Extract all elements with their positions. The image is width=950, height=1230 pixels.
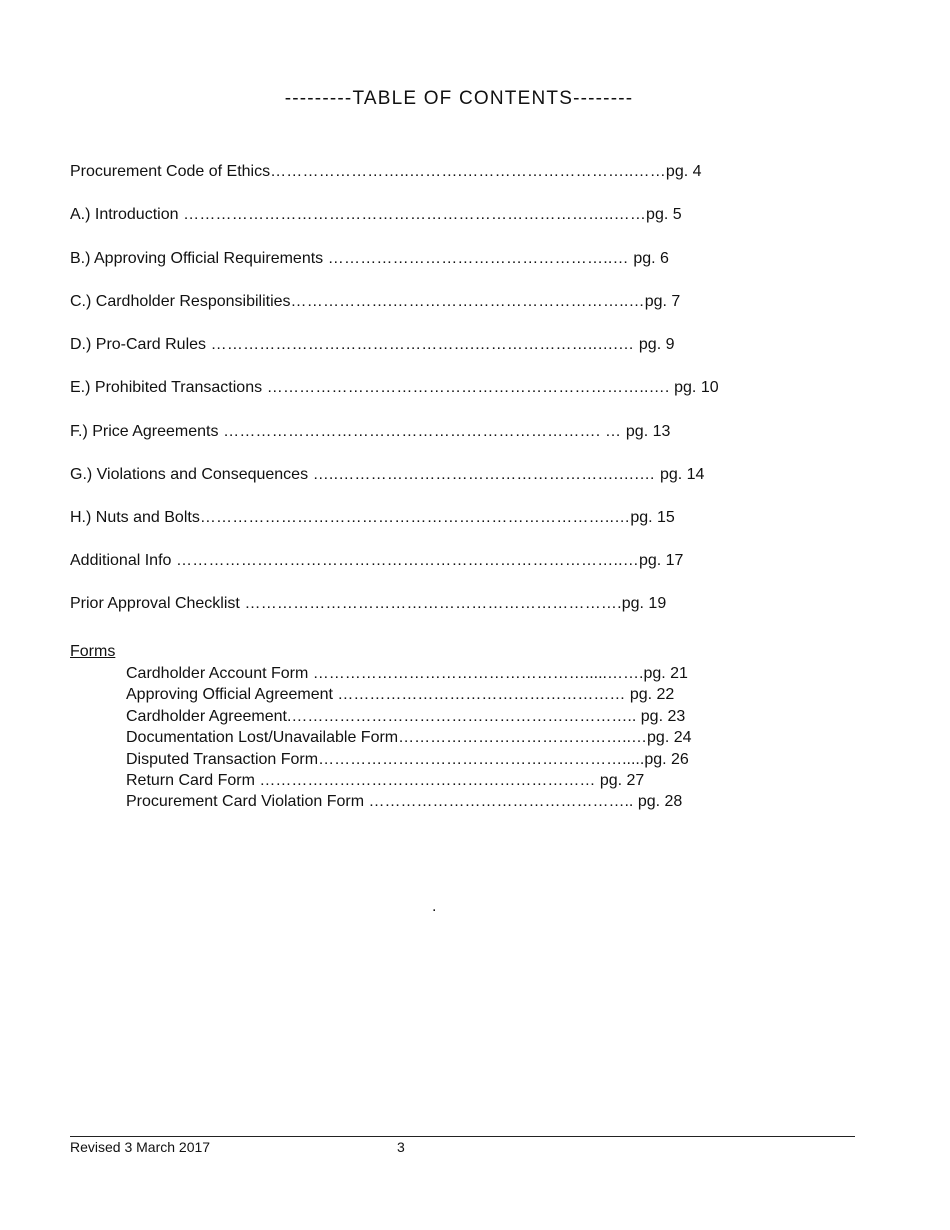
toc-leader-dots: …..…………………………………………….….… bbox=[308, 466, 660, 483]
toc-leader-dots: ………………………………………………………………………..… bbox=[171, 552, 639, 569]
toc-entry-label: B.) Approving Official Requirements bbox=[70, 250, 324, 267]
form-leader-dots: …………………………………………………..... bbox=[318, 751, 645, 768]
form-leader-dots: .……………………………………………………….. bbox=[286, 708, 641, 725]
form-leader-dots: ……………………………………..… bbox=[398, 729, 648, 746]
toc-leader-dots: ……………………………………………………………..…. bbox=[262, 379, 675, 396]
toc-entry-prohibited-transactions[interactable] bbox=[70, 378, 719, 398]
toc-leader-dots: ………………………………………….…………………..….… bbox=[206, 336, 639, 353]
toc-entry-nuts-and-bolts[interactable] bbox=[70, 508, 675, 528]
form-entry-label: Disputed Transaction Form bbox=[126, 751, 319, 768]
toc-leader-dots: ……………………..……….…………………………..…… bbox=[270, 163, 666, 180]
toc-entry-label: D.) Pro-Card Rules bbox=[70, 336, 207, 353]
toc-leader-dots: …………………………………………………………………..… bbox=[199, 509, 631, 526]
form-leader-dots: …………………………………………….....……. bbox=[308, 665, 644, 682]
toc-entry-label: H.) Nuts and Bolts bbox=[70, 509, 200, 526]
toc-title: ---------TABLE OF CONTENTS-------- bbox=[284, 88, 634, 109]
toc-entry-cardholder-responsibilities[interactable] bbox=[70, 292, 680, 312]
toc-page-ref: pg. 19 bbox=[621, 595, 667, 612]
toc-page-ref: pg. 10 bbox=[674, 379, 719, 396]
toc-entry-label: A.) Introduction bbox=[70, 206, 179, 223]
toc-entry-prior-approval-checklist[interactable] bbox=[70, 594, 666, 614]
toc-page-ref: pg. 9 bbox=[638, 336, 675, 353]
form-page-ref: pg. 26 bbox=[644, 751, 689, 768]
toc-entry-code-of-ethics[interactable] bbox=[70, 162, 702, 182]
footer-divider bbox=[70, 1136, 855, 1137]
toc-leader-dots: ……………………………………………………………. bbox=[239, 595, 622, 612]
toc-page-ref: pg. 15 bbox=[630, 509, 675, 526]
form-entry-label: Approving Official Agreement bbox=[126, 686, 333, 703]
toc-page-ref: pg. 6 bbox=[633, 250, 669, 267]
toc-page-ref: pg. 4 bbox=[665, 163, 702, 180]
toc-entry-violations-and-consequences[interactable] bbox=[70, 465, 704, 485]
toc-entry-label: F.) Price Agreements bbox=[70, 423, 219, 440]
toc-page-ref: pg. 13 bbox=[625, 423, 671, 440]
toc-entry-label: E.) Prohibited Transactions bbox=[70, 379, 263, 396]
toc-entry-additional-info[interactable] bbox=[70, 551, 683, 571]
toc-entry-label: Additional Info bbox=[70, 552, 172, 569]
footer-revised-date: Revised 3 March 2017 bbox=[70, 1139, 211, 1155]
form-entry-label: Procurement Card Violation Form bbox=[126, 793, 365, 810]
form-page-ref: pg. 23 bbox=[640, 708, 686, 725]
footer-page-number: 3 bbox=[397, 1139, 405, 1155]
form-entry-return-card[interactable] bbox=[126, 771, 644, 791]
form-leader-dots: ………………………………………….. bbox=[364, 793, 638, 810]
form-page-ref: pg. 28 bbox=[637, 793, 683, 810]
form-entry-cardholder-agreement[interactable] bbox=[126, 707, 685, 727]
form-entry-label: Cardholder Agreement bbox=[126, 708, 287, 725]
form-leader-dots: ……………………………………………… bbox=[332, 686, 630, 703]
form-leader-dots: ……………………………………………………… bbox=[254, 772, 600, 789]
stray-period: . bbox=[432, 898, 437, 915]
forms-heading: Forms bbox=[70, 643, 116, 660]
form-entry-approving-official-agreement[interactable] bbox=[126, 685, 674, 705]
toc-entry-label: G.) Violations and Consequences bbox=[70, 466, 309, 483]
toc-page-ref: pg. 7 bbox=[644, 293, 681, 310]
form-entry-documentation-lost[interactable] bbox=[126, 728, 692, 748]
form-entry-disputed-transaction[interactable] bbox=[126, 750, 689, 770]
toc-leader-dots: ……………….……………………………………..… bbox=[290, 293, 645, 310]
toc-leader-dots: ……………………………………………..… bbox=[323, 250, 634, 267]
toc-page-ref: pg. 5 bbox=[646, 206, 682, 223]
toc-page-ref: pg. 17 bbox=[638, 552, 684, 569]
form-entry-cardholder-account[interactable] bbox=[126, 664, 688, 684]
form-page-ref: pg. 27 bbox=[599, 772, 645, 789]
form-page-ref: pg. 24 bbox=[647, 729, 692, 746]
toc-entry-price-agreements[interactable] bbox=[70, 422, 670, 442]
toc-page-ref: pg. 14 bbox=[659, 466, 705, 483]
toc-entry-label: Prior Approval Checklist bbox=[70, 595, 240, 612]
form-entry-label: Documentation Lost/Unavailable Form bbox=[126, 729, 399, 746]
toc-entry-label: Procurement Code of Ethics bbox=[70, 163, 271, 180]
toc-entry-introduction[interactable] bbox=[70, 205, 682, 225]
toc-entry-pro-card-rules[interactable] bbox=[70, 335, 675, 355]
toc-leader-dots: ……………………………………………………………………..…… bbox=[178, 206, 647, 223]
form-entry-label: Return Card Form bbox=[126, 772, 255, 789]
toc-entry-label: C.) Cardholder Responsibilities bbox=[70, 293, 291, 310]
form-entry-label: Cardholder Account Form bbox=[126, 665, 309, 682]
form-entry-violation[interactable] bbox=[126, 792, 682, 812]
form-page-ref: pg. 21 bbox=[643, 665, 688, 682]
toc-leader-dots: ……………………………………………………………. … bbox=[218, 423, 626, 440]
toc-entry-approving-official-requirements[interactable] bbox=[70, 249, 669, 269]
form-page-ref: pg. 22 bbox=[629, 686, 675, 703]
